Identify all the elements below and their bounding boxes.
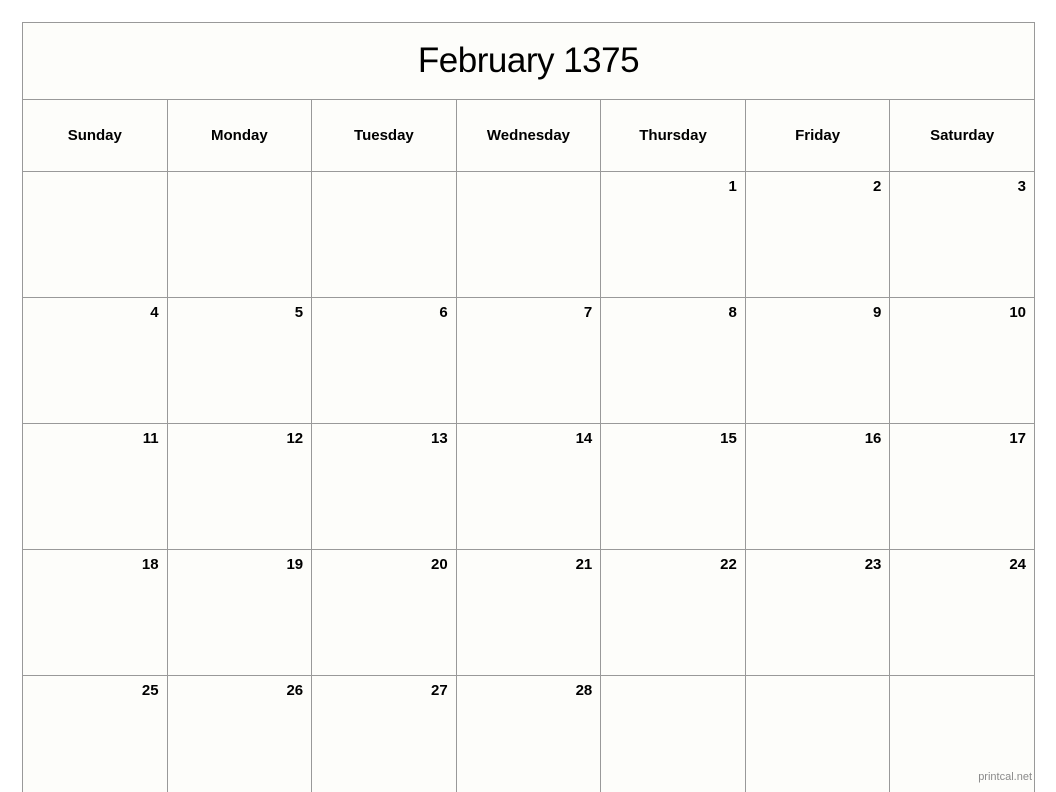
day-cell: 8 <box>601 298 746 424</box>
day-cell: 10 <box>890 298 1035 424</box>
week-row <box>23 424 1035 550</box>
day-cell: 15 <box>601 424 746 550</box>
day-cell: 23 <box>745 550 890 676</box>
day-header-friday: Friday <box>745 100 890 172</box>
day-cell: 7 <box>456 298 601 424</box>
day-cell: 1 <box>601 172 746 298</box>
title-row <box>23 23 1035 100</box>
week-row <box>23 550 1035 676</box>
day-cell: 20 <box>312 550 457 676</box>
day-cell: 3 <box>890 172 1035 298</box>
day-cell <box>167 172 312 298</box>
week-row <box>23 172 1035 298</box>
day-cell: 13 <box>312 424 457 550</box>
day-cell: 28 <box>456 676 601 792</box>
day-cell: 24 <box>890 550 1035 676</box>
calendar-table <box>22 22 1035 792</box>
day-cell: 11 <box>23 424 168 550</box>
day-cell: 21 <box>456 550 601 676</box>
week-row <box>23 298 1035 424</box>
day-header-sunday: Sunday <box>23 100 168 172</box>
day-cell: 25 <box>23 676 168 792</box>
day-cell: 22 <box>601 550 746 676</box>
day-header-wednesday: Wednesday <box>456 100 601 172</box>
day-cell: 16 <box>745 424 890 550</box>
day-header-saturday: Saturday <box>890 100 1035 172</box>
day-cell: 6 <box>312 298 457 424</box>
day-cell: 9 <box>745 298 890 424</box>
day-cell: 12 <box>167 424 312 550</box>
day-header-row <box>23 100 1035 172</box>
day-cell: 14 <box>456 424 601 550</box>
day-header-thursday: Thursday <box>601 100 746 172</box>
day-cell <box>312 172 457 298</box>
site-watermark: printcal.net <box>978 771 1032 783</box>
day-cell <box>456 172 601 298</box>
day-header-monday: Monday <box>167 100 312 172</box>
calendar-month-title: February 1375 <box>23 23 1035 100</box>
day-cell: 18 <box>23 550 168 676</box>
day-header-tuesday: Tuesday <box>312 100 457 172</box>
day-cell: 4 <box>23 298 168 424</box>
day-cell: 2 <box>745 172 890 298</box>
day-cell <box>23 172 168 298</box>
day-cell: 5 <box>167 298 312 424</box>
day-cell: 17 <box>890 424 1035 550</box>
day-cell: 19 <box>167 550 312 676</box>
day-cell: 26 <box>167 676 312 792</box>
day-cell: 27 <box>312 676 457 792</box>
